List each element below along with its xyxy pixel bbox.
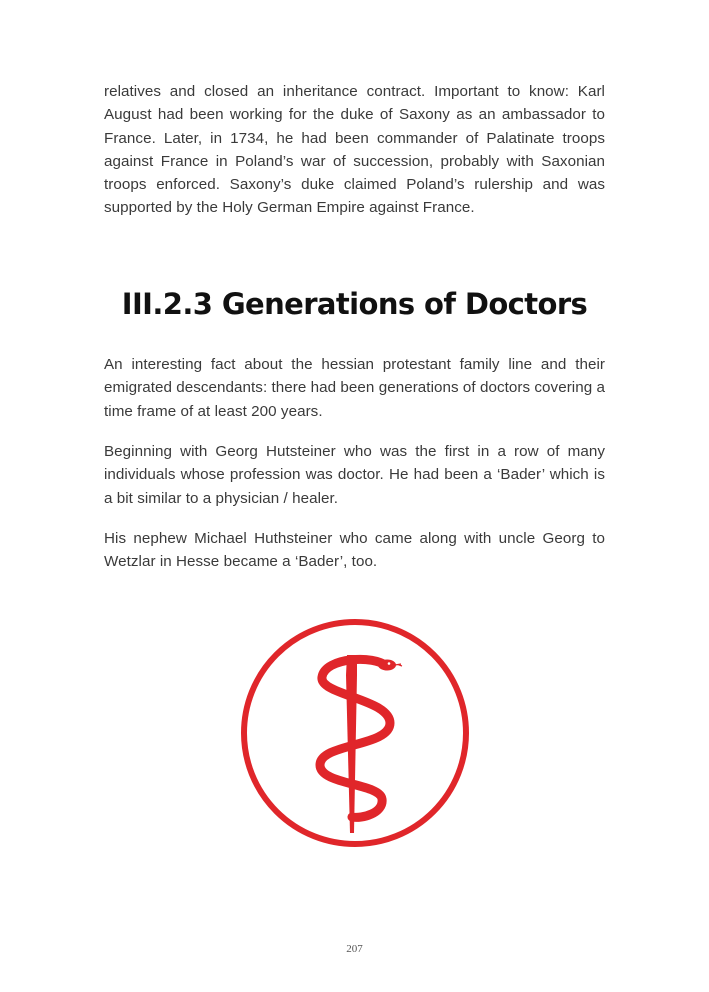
paragraph-generations-fact: An interesting fact about the hessian protestant family line and their emigrated descendants: there had been generations of doctors covering a time frame of at least 200 years. <box>104 356 605 420</box>
paragraph-inheritance-contract: relatives and closed an inheritance contract. Important to know: Karl August had been working for the duke of Saxony as an ambassador to France. Later, in 1734, he had been commander of Palatinate troops against France in Poland’s war of succession, probably with Saxonian troops enforced. Saxony’s duke claimed Poland’s rulership and was supported by the Holy German Empire against France. <box>104 83 605 217</box>
serpent-eye <box>388 662 391 665</box>
page-number: 207 <box>346 943 363 955</box>
paragraph-michael-huthsteiner: His nephew Michael Huthsteiner who came along with uncle Georg to Wetzlar in Hesse became a ‘Bader’, too. <box>104 530 605 571</box>
serpent-tongue <box>395 664 402 666</box>
section-heading: III.2.3 Generations of Doctors <box>121 287 588 321</box>
serpent-head <box>378 660 396 671</box>
rod-of-asclepius-icon <box>240 615 470 851</box>
paragraph-georg-hutsteiner: Beginning with Georg Hutsteiner who was the first in a row of many individuals whose profession was doctor. He had been a ‘Bader’ which is a bit similar to a physician / healer. <box>104 443 605 507</box>
